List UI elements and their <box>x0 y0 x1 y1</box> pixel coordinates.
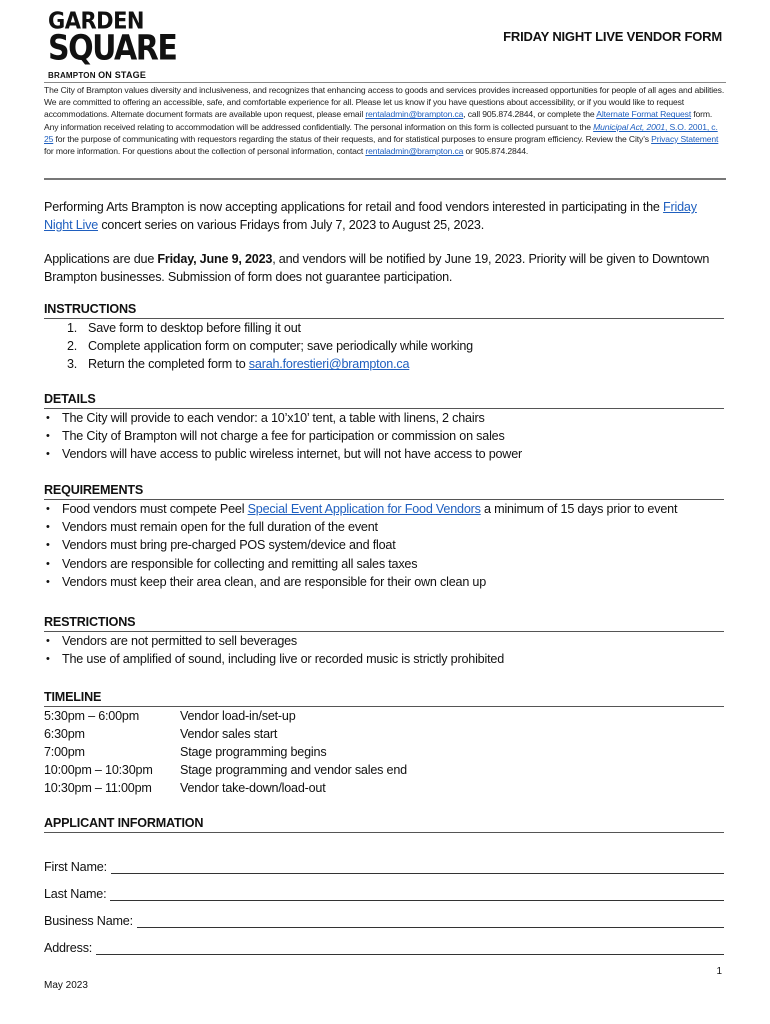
form-title: FRIDAY NIGHT LIVE VENDOR FORM <box>503 29 722 44</box>
instructions-heading: INSTRUCTIONS <box>44 301 724 319</box>
last-name-label: Last Name: <box>44 887 107 901</box>
list-item: 2. Complete application form on computer; save periodically while working <box>67 339 473 354</box>
list-item: 1. Save form to desktop before filling it out <box>67 321 301 335</box>
logo-line-2: SQUARE <box>48 28 177 69</box>
address-input[interactable] <box>96 940 724 955</box>
list-item: • The City of Brampton will not charge a fee for participation or commission on sales <box>44 427 724 445</box>
timeline-row: 10:00pm – 10:30pm Stage programming and vendor sales end <box>44 763 407 777</box>
last-name-input[interactable] <box>110 886 724 901</box>
email-link-rentaladmin[interactable]: rentaladmin@brampton.ca <box>365 109 464 120</box>
deadline-paragraph: Applications are due Friday, June 9, 2023, and vendors will be notified by June 19, 2023. Priority will be given to Downtown Brampton businesses. Submission of form does not guarantee participation. <box>44 252 710 284</box>
requirements-heading: REQUIREMENTS <box>44 482 724 500</box>
list-item: • Vendors will have access to public wireless internet, but will not have access to power <box>44 445 724 463</box>
first-name-label: First Name: <box>44 860 107 874</box>
email-link-rentaladmin-2[interactable]: rentaladmin@brampton.ca <box>365 146 464 157</box>
business-name-input[interactable] <box>137 913 724 928</box>
list-item: • Vendors are not permitted to sell beverages <box>44 632 724 650</box>
footer-date: May 2023 <box>44 980 88 991</box>
restrictions-heading: RESTRICTIONS <box>44 614 724 632</box>
municipal-act-link[interactable]: Municipal Act, 2001, S.O. 2001, c. 25 <box>44 121 718 144</box>
timeline-row: 5:30pm – 6:00pm Vendor load-in/set-up <box>44 709 296 723</box>
requirements-section <box>44 482 724 591</box>
friday-night-live-link[interactable]: Friday Night Live <box>44 200 697 232</box>
list-item: • Vendors must remain open for the full duration of the event <box>44 518 724 536</box>
logo-line-3: BRAMPTON ON STAGE <box>48 70 147 80</box>
list-item: • Vendors must bring pre-charged POS system/device and float <box>44 536 724 554</box>
timeline-heading: TIMELINE <box>44 689 724 707</box>
timeline-row: 6:30pm Vendor sales start <box>44 727 278 741</box>
applicant-heading: APPLICANT INFORMATION <box>44 815 724 833</box>
instructions-section <box>44 301 724 374</box>
address-label: Address: <box>44 941 93 955</box>
details-section <box>44 391 724 464</box>
timeline-row: 7:00pm Stage programming begins <box>44 745 327 759</box>
timeline-section <box>44 689 724 797</box>
first-name-input[interactable] <box>111 859 724 874</box>
last-name-field[interactable] <box>44 874 724 901</box>
business-name-field[interactable] <box>44 901 724 928</box>
page-number: 1 <box>716 966 722 977</box>
logo-line-1: GARDEN <box>48 7 145 35</box>
list-item: • Vendors are responsible for collecting and remitting all sales taxes <box>44 555 724 573</box>
list-item: • Food vendors must compete Peel Special Event Application for Food Vendors a minimum of 15 days prior to event <box>44 500 724 518</box>
list-item: 3. Return the completed form to sarah.forestieri@brampton.ca <box>67 357 410 372</box>
list-item: • The use of amplified of sound, including live or recorded music is strictly prohibited <box>44 650 724 668</box>
first-name-field[interactable] <box>44 847 724 874</box>
garden-square-logo <box>48 7 177 80</box>
business-name-label: Business Name: <box>44 914 133 928</box>
header-divider <box>44 82 726 83</box>
intro-paragraph: Performing Arts Brampton is now accepting applications for retail and food vendors interested in participating in the Friday Night Live concert series on various Fridays from July 7, 2023 to August 25, 2023. <box>44 200 697 232</box>
details-heading: DETAILS <box>44 391 724 409</box>
applicant-section <box>44 815 724 955</box>
list-item: • The City will provide to each vendor: a 10’x10’ tent, a table with linens, 2 chairs <box>44 409 724 427</box>
privacy-divider <box>44 178 726 180</box>
food-vendor-application-link[interactable]: Special Event Application for Food Vendors <box>247 502 481 516</box>
list-item: • Vendors must keep their area clean, and are responsible for their own clean up <box>44 573 724 591</box>
privacy-statement-link[interactable]: Privacy Statement <box>651 133 719 144</box>
submission-email-link[interactable]: sarah.forestieri@brampton.ca <box>248 357 410 372</box>
privacy-notice: The City of Brampton values diversity and inclusiveness, and recognizes that enhancing access to goods and services provides increased opportunities for people of all ages and abilities. We are committed to offering an accessible, safe, and comfortable experience for all. Please let us know if you have questions about accessibility, or if you would like to request accommodations. Alternate document formats are available upon request, please email rentaladmin@brampton.ca, call 905.874.2844, or complete the Alternate Format Request form. Any information received relating to accommodation will be addressed confidentially. The personal information on this form is collected pursuant to the Municipal Act, 2001, S.O. 2001, c. 25 for the purpose of communicating with requestors regarding the status of their requests, and for statistical purposes to ensure program efficiency. Review the City’s Privacy Statement for more information. For questions about the collection of personal information, contact rentaladmin@brampton.ca or 905.874.2844. <box>44 85 725 157</box>
restrictions-section <box>44 614 724 668</box>
address-field[interactable] <box>44 928 724 955</box>
alternate-format-request-link[interactable]: Alternate Format Request <box>596 109 692 120</box>
timeline-row: 10:30pm – 11:00pm Vendor take-down/load-out <box>44 781 326 795</box>
